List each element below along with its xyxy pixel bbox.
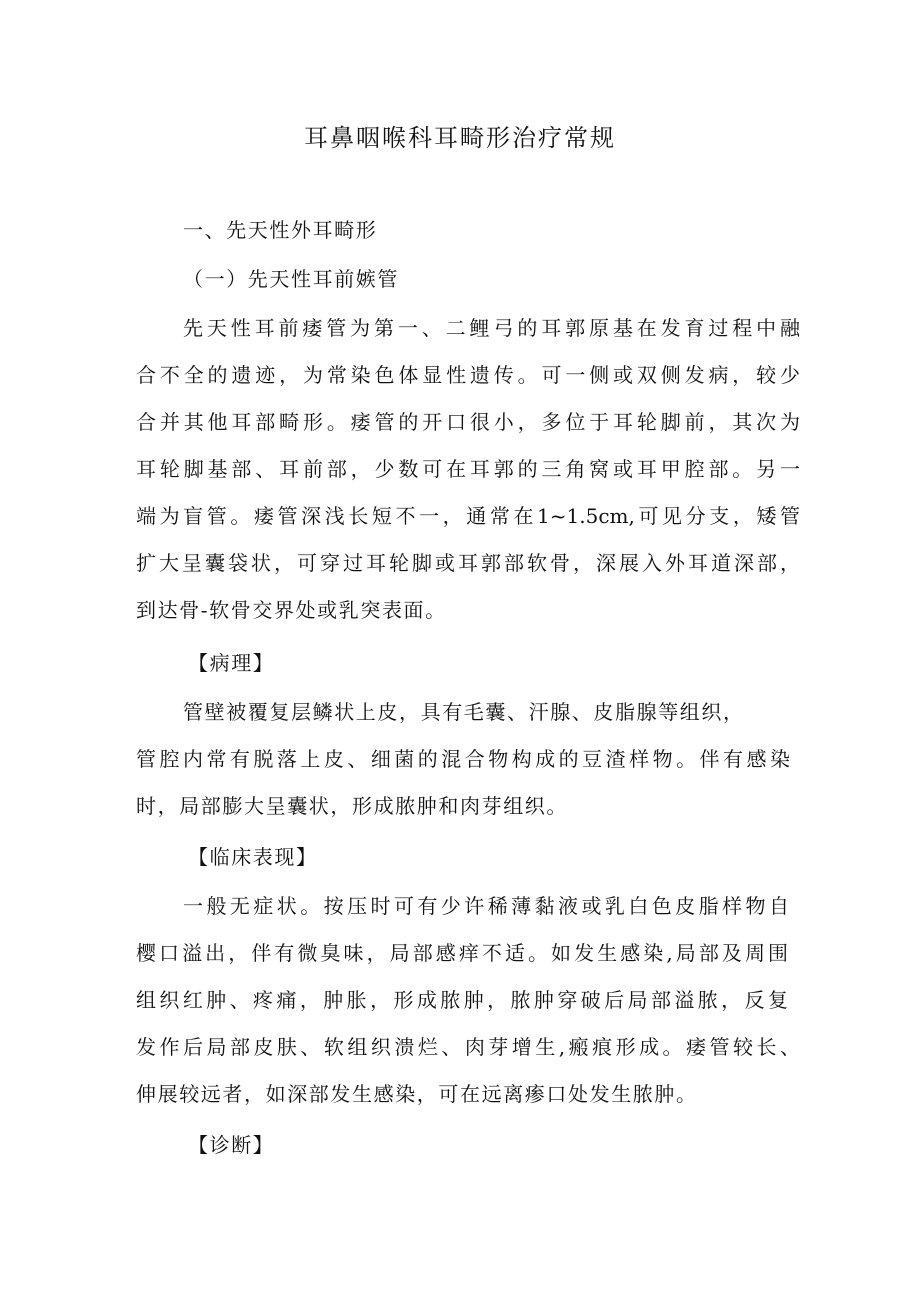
paragraph-line: 一般无症状。按压时可有少许稀薄黏液或乳白色皮脂样物自 (183, 894, 789, 918)
subsection-heading-preauricular-fistula: （一）先天性耳前嫉管 (183, 267, 399, 291)
paragraph-line: 伸展较远者，如深部发生感染，可在远离瘆口处发生脓肿。 (136, 1082, 698, 1106)
section-heading-pathology: 【病理】 (188, 651, 275, 675)
section-heading-diagnosis: 【诊断】 (188, 1133, 275, 1157)
paragraph-line: 先天性耳前痿管为第一、二鲤弓的耳郭原基在发育过程中融 (183, 316, 800, 340)
paragraph-line: 管壁被覆复层鳞状上皮，具有毛囊、汗腺、皮脂腺等组织， (183, 700, 745, 724)
paragraph-line: 耳轮脚基部、耳前部，少数可在耳郭的三角窝或耳甲腔部。另一 (136, 457, 800, 481)
section-heading-congenital-external-ear-malformation: 一、先天性外耳畸形 (183, 218, 378, 242)
paragraph-line: 发作后局部皮肤、软组织溃烂、肉芽增生,瘢痕形成。痿管较长、 (136, 1035, 800, 1059)
paragraph-line: 到达骨-软骨交界处或乳突表面。 (136, 598, 447, 622)
paragraph-line: 扩大呈囊袋状，可穿过耳轮脚或耳郭部软骨，深展入外耳道深部， (136, 551, 800, 575)
paragraph-line: 合并其他耳部畸形。痿管的开口很小，多位于耳轮脚前，其次为 (136, 410, 800, 434)
section-heading-clinical-manifestations: 【临床表现】 (188, 845, 318, 869)
paragraph-line: 时，局部膨大呈囊状，形成脓肿和肉芽组织。 (136, 794, 568, 818)
paragraph-line: 管腔内常有脱落上皮、细菌的混合物构成的豆渣样物。伴有感染 (136, 747, 790, 771)
paragraph-line: 樱口溢出，伴有微臭味，局部感痒不适。如发生感染,局部及周围 (136, 941, 788, 965)
paragraph-line: 合不全的遗迹，为常染色体显性遗传。可一侧或双侧发病，较少 (136, 363, 800, 387)
document-title: 耳鼻咽喉科耳畸形治疗常规 (304, 124, 616, 152)
paragraph-line: 组织红肿、疼痛，肿胀，形成脓肿，脓肿穿破后局部溢脓，反复 (136, 988, 788, 1012)
paragraph-line: 端为盲管。痿管深浅长短不一，通常在1~1.5cm,可见分支，矮管 (136, 504, 800, 528)
